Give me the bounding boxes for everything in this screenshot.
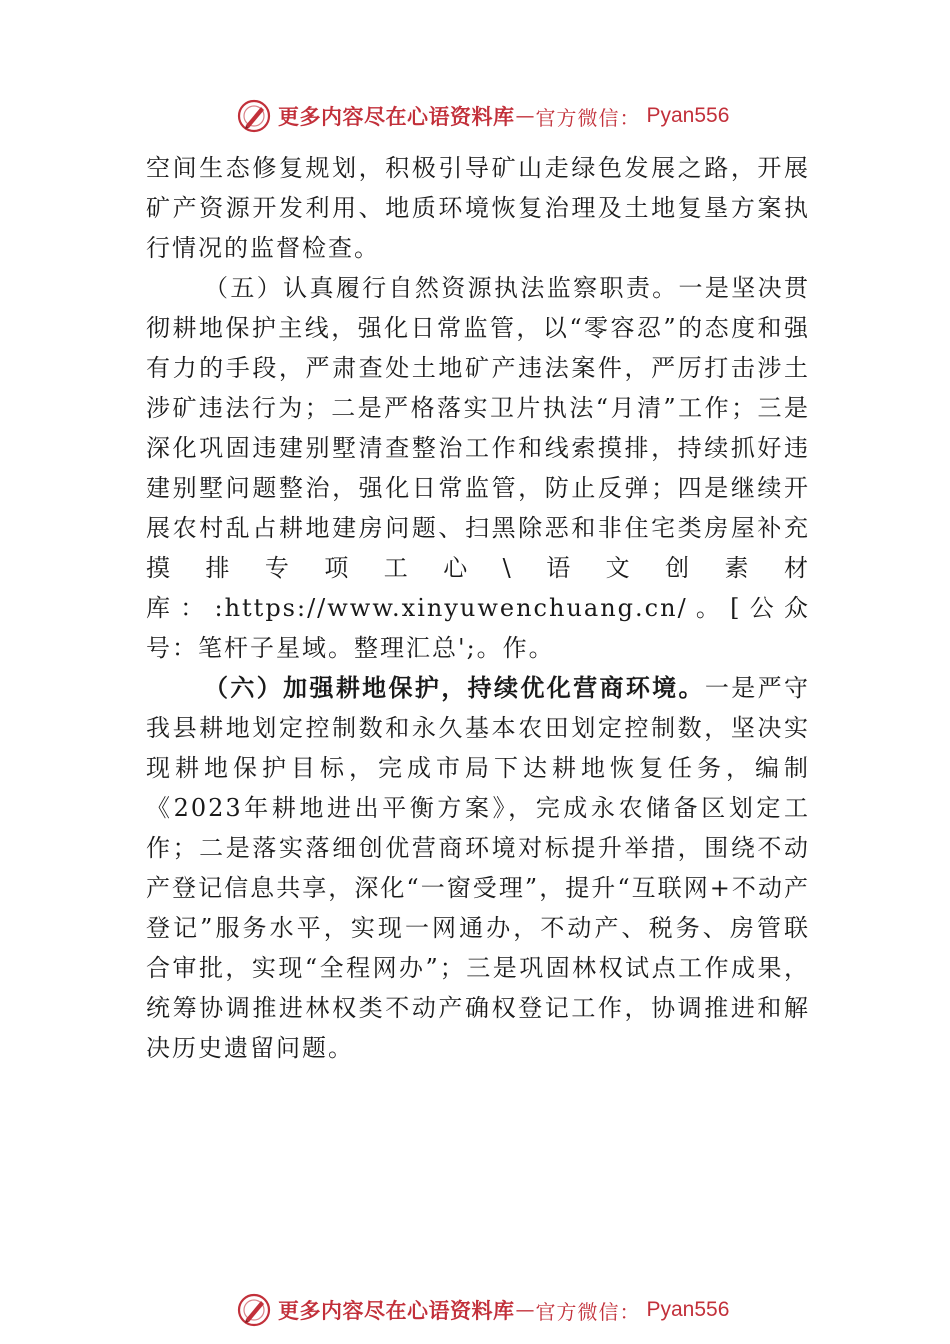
watermark-wechat-id: Pyan556 [646,1298,730,1321]
header-watermark [236,96,729,136]
watermark-official-label: 官方微信： [535,1299,641,1324]
watermark-wechat-id: Pyan556 [646,104,730,127]
watermark-dash: — [515,105,535,127]
pen-circle-logo-icon [236,98,272,134]
section-six-text: 一是严守我县耕地划定控制数和永久基本农田划定控制数，坚决实现耕地保护目标，完成市局下达耕地恢复任务，编制《2023年耕地进出平衡方案》，完成永农储备区划定工作；二是落实落细创优营商环境对标提升举措，围绕不动产登记信息共享，深化“一窗受理”，提升“互联网+不动产登记”服务水平，实现一网通办，不动产、税务、房管联合审批，实现“全程网办”；三是巩固林权试点工作成果，统筹协调推进林权类不动产确权登记工作，协调推进和解决历史遗留问题。 [146,674,811,1062]
pen-circle-logo-icon [236,1292,272,1328]
watermark-dash: — [515,1299,535,1321]
footer-watermark [236,1290,729,1330]
paragraph-section-five: （五）认真履行自然资源执法监察职责。一是坚决贯彻耕地保护主线，强化日常监管，以“零容忍”的态度和强有力的手段，严肃查处土地矿产违法案件，严厉打击涉土涉矿违法行为；二是严格落实卫片执法“月清”工作；三是深化巩固违建别墅清查整治工作和线索摸排，持续抓好违建别墅问题整治，强化日常监管，防止反弹；四是继续开展农村乱占耕地建房问题、扫黑除恶和非住宅类房屋补充摸排专项工心\语文创素材库：:https://www.xinyuwenchuang.cn/。[公众号：笔杆子星域。整理汇总';。作。 [146,274,810,662]
watermark-brand-text: 更多内容尽在心语资料库 [278,1298,515,1323]
paragraph-section-six [146,668,810,1068]
document-body [146,148,810,1068]
watermark-brand-text: 更多内容尽在心语资料库 [278,104,515,129]
watermark-official-label: 官方微信： [535,105,641,130]
paragraph-continuation: 空间生态修复规划，积极引导矿山走绿色发展之路，开展矿产资源开发利用、地质环境恢复治理及土地复垦方案执行情况的监督检查。 [146,154,810,262]
section-six-heading: （六）加强耕地保护，持续优化营商环境。 [204,673,705,702]
